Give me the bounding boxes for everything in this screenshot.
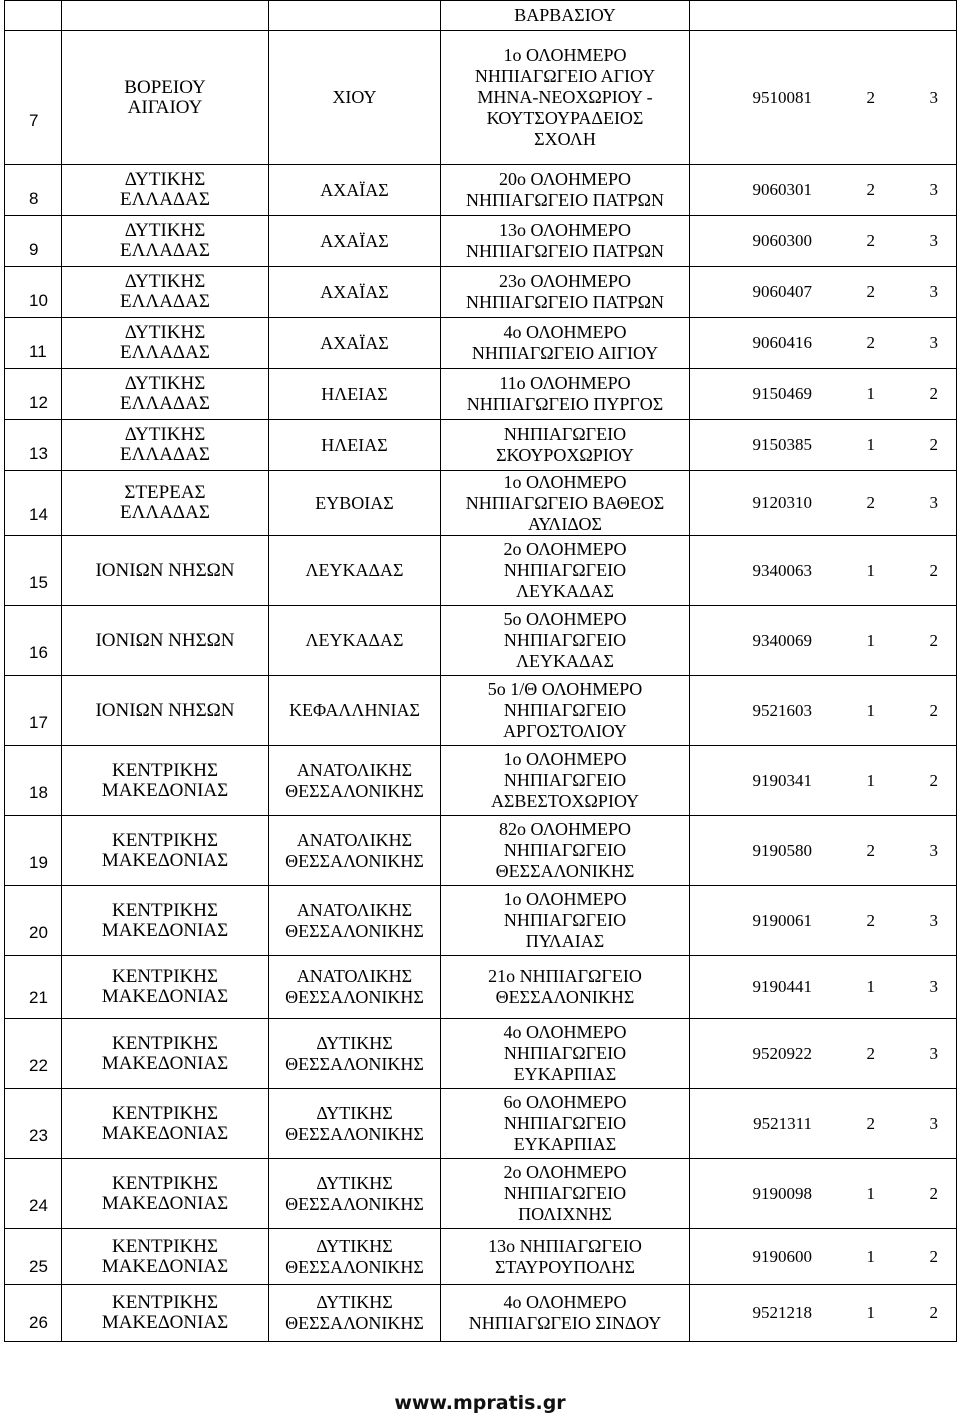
school-code: 9190580 [752,840,812,860]
row-number [5,318,62,369]
value-a: 1 [866,560,875,580]
school-cell: 1ο ΟΛΟΗΜΕΡΟ ΝΗΠΙΑΓΩΓΕΙΟ ΠΥΛΑΙΑΣ [441,886,690,956]
row-number-text: 21 [29,988,48,1007]
code-cell [690,956,957,1019]
code-cell [690,216,957,267]
school-cell: 21ο ΝΗΠΙΑΓΩΓΕΙΟ ΘΕΣΣΑΛΟΝΙΚΗΣ [441,956,690,1019]
region-cell: ΚΕΝΤΡΙΚΗΣ ΜΑΚΕΔΟΝΙΑΣ [62,816,269,886]
school-cell: 23ο ΟΛΟΗΜΕΡΟ ΝΗΠΙΑΓΩΓΕΙΟ ΠΑΤΡΩΝ [441,267,690,318]
row-number-text: 16 [29,643,48,662]
row-number-text: 14 [29,504,48,524]
row-number-text: 9 [29,240,39,259]
school-code: 9150385 [752,435,812,454]
prefecture-cell: ΛΕΥΚΑΔΑΣ [269,606,441,676]
row-number [5,676,62,746]
row-number [5,369,62,420]
region-cell: ΔΥΤΙΚΗΣ ΕΛΛΑΔΑΣ [62,165,269,216]
code-cell [690,1019,957,1089]
code-cell [690,420,957,471]
value-b: 2 [929,1246,938,1266]
prefecture-cell: ΗΛΕΙΑΣ [269,369,441,420]
prefecture-cell: ΕΥΒΟΙΑΣ [269,471,441,536]
value-b: 3 [929,1043,938,1063]
code-cell [690,816,957,886]
region-cell: ΙΟΝΙΩΝ ΝΗΣΩΝ [62,606,269,676]
row-number [5,536,62,606]
region-cell: ΒΟΡΕΙΟΥ ΑΙΓΑΙΟΥ [62,31,269,165]
prefecture-cell: ΚΕΦΑΛΛΗΝΙΑΣ [269,676,441,746]
header-continuation-row [5,1,957,31]
school-cell: ΝΗΠΙΑΓΩΓΕΙΟ ΣΚΟΥΡΟΧΩΡΙΟΥ [441,420,690,471]
school-cell: 4ο ΟΛΟΗΜΕΡΟ ΝΗΠΙΑΓΩΓΕΙΟ ΕΥΚΑΡΠΙΑΣ [441,1019,690,1089]
school-code: 9190098 [752,1183,812,1203]
code-cell [690,165,957,216]
table-row [5,746,957,816]
school-code: 9190341 [752,770,812,790]
value-a: 2 [866,493,875,512]
value-b: 2 [929,560,938,580]
region-cell: ΔΥΤΙΚΗΣ ΕΛΛΑΔΑΣ [62,369,269,420]
school-cell: 1ο ΟΛΟΗΜΕΡΟ ΝΗΠΙΑΓΩΓΕΙΟ ΑΓΙΟΥ ΜΗΝΑ-ΝΕΟΧΩΡΙΟΥ - ΚΟΥΤΣΟΥΡΑΔΕΙΟΣ ΣΧΟΛΗ [441,31,690,165]
value-a: 2 [866,1043,875,1063]
row-number-text: 12 [29,393,48,412]
value-b: 3 [929,180,938,199]
prefecture-cell: ΑΝΑΤΟΛΙΚΗΣ ΘΕΣΣΑΛΟΝΙΚΗΣ [269,956,441,1019]
value-a: 1 [866,630,875,650]
table-row [5,816,957,886]
school-code: 9190441 [752,977,812,996]
value-a: 2 [866,282,875,301]
school-cell: 11ο ΟΛΟΗΜΕΡΟ ΝΗΠΙΑΓΩΓΕΙΟ ΠΥΡΓΟΣ [441,369,690,420]
region-cell: ΔΥΤΙΚΗΣ ΕΛΛΑΔΑΣ [62,267,269,318]
value-a: 2 [866,180,875,199]
value-b: 2 [929,384,938,403]
row-number-text: 18 [29,783,48,802]
school-cell: 20ο ΟΛΟΗΜΕΡΟ ΝΗΠΙΑΓΩΓΕΙΟ ΠΑΤΡΩΝ [441,165,690,216]
code-cell [690,676,957,746]
school-cell: 13ο ΟΛΟΗΜΕΡΟ ΝΗΠΙΑΓΩΓΕΙΟ ΠΑΤΡΩΝ [441,216,690,267]
value-b: 2 [929,700,938,720]
school-code: 9340063 [752,560,812,580]
prefecture-cell: ΑΧΑΪΑΣ [269,318,441,369]
code-cell [690,606,957,676]
row-number-text: 7 [29,111,39,130]
row-number [5,1089,62,1159]
table-row [5,31,957,165]
school-code: 9060300 [752,231,812,250]
value-b: 3 [929,910,938,930]
row-number-text: 17 [29,713,48,732]
table-row [5,1285,957,1342]
table-row [5,956,957,1019]
school-code: 9521603 [752,700,812,720]
school-code: 9060416 [752,333,812,352]
school-code: 9190061 [752,910,812,930]
row-number [5,1285,62,1342]
school-code: 9120310 [752,493,812,512]
row-number [5,31,62,165]
region-cell: ΔΥΤΙΚΗΣ ΕΛΛΑΔΑΣ [62,318,269,369]
region-cell: ΚΕΝΤΡΙΚΗΣ ΜΑΚΕΔΟΝΙΑΣ [62,1159,269,1229]
row-number [5,956,62,1019]
row-number-text: 8 [29,189,39,208]
table-row [5,267,957,318]
code-cell [690,31,957,165]
row-number [5,1229,62,1285]
value-a: 2 [866,231,875,250]
value-a: 1 [866,977,875,996]
row-number [5,1159,62,1229]
prefecture-cell: ΑΧΑΪΑΣ [269,267,441,318]
school-cell: 5ο 1/Θ ΟΛΟΗΜΕΡΟ ΝΗΠΙΑΓΩΓΕΙΟ ΑΡΓΟΣΤΟΛΙΟΥ [441,676,690,746]
region-cell: ΚΕΝΤΡΙΚΗΣ ΜΑΚΕΔΟΝΙΑΣ [62,1019,269,1089]
row-number-text: 10 [29,291,48,310]
table-row [5,886,957,956]
code-cell [690,267,957,318]
row-number [5,886,62,956]
value-a: 1 [866,1246,875,1266]
code-cell [690,1285,957,1342]
school-code: 9520922 [752,1043,812,1063]
region-cell: ΔΥΤΙΚΗΣ ΕΛΛΑΔΑΣ [62,420,269,471]
table-row [5,676,957,746]
table-row [5,471,957,536]
table-row [5,165,957,216]
table-row [5,1089,957,1159]
table-row [5,1229,957,1285]
row-number [5,471,62,536]
region-cell: ΙΟΝΙΩΝ ΝΗΣΩΝ [62,676,269,746]
prefecture-cell: ΑΧΑΪΑΣ [269,165,441,216]
prefecture-cell: ΔΥΤΙΚΗΣ ΘΕΣΣΑΛΟΝΙΚΗΣ [269,1159,441,1229]
value-a: 2 [866,840,875,860]
table-row [5,1019,957,1089]
table-row [5,216,957,267]
prefecture-cell: ΔΥΤΙΚΗΣ ΘΕΣΣΑΛΟΝΙΚΗΣ [269,1285,441,1342]
value-b: 3 [929,1113,938,1133]
schools-table [4,0,957,1342]
footer-website: www.mpratis.gr [394,1392,566,1414]
value-a: 1 [866,384,875,403]
code-cell [690,369,957,420]
prefecture-cell: ΔΥΤΙΚΗΣ ΘΕΣΣΑΛΟΝΙΚΗΣ [269,1019,441,1089]
school-cell: 2ο ΟΛΟΗΜΕΡΟ ΝΗΠΙΑΓΩΓΕΙΟ ΛΕΥΚΑΔΑΣ [441,536,690,606]
value-b: 3 [929,840,938,860]
school-code: 9521218 [752,1303,812,1322]
region-cell: ΚΕΝΤΡΙΚΗΣ ΜΑΚΕΔΟΝΙΑΣ [62,1229,269,1285]
school-code: 9060407 [752,282,812,301]
school-cell: 1ο ΟΛΟΗΜΕΡΟ ΝΗΠΙΑΓΩΓΕΙΟ ΑΣΒΕΣΤΟΧΩΡΙΟΥ [441,746,690,816]
region-cell: ΚΕΝΤΡΙΚΗΣ ΜΑΚΕΔΟΝΙΑΣ [62,1089,269,1159]
value-b: 2 [929,770,938,790]
row-number-text: 23 [29,1126,48,1145]
value-a: 1 [866,1183,875,1203]
row-number [5,1019,62,1089]
prefecture-cell: ΧΙΟΥ [269,31,441,165]
row-number [5,420,62,471]
school-code: 9190600 [752,1246,812,1266]
row-number-text: 20 [29,923,48,942]
value-b: 2 [929,630,938,650]
row-number-text: 15 [29,573,48,592]
region-cell: ΚΕΝΤΡΙΚΗΣ ΜΑΚΕΔΟΝΙΑΣ [62,1285,269,1342]
row-number-text: 25 [29,1256,48,1276]
region-cell: ΚΕΝΤΡΙΚΗΣ ΜΑΚΕΔΟΝΙΑΣ [62,886,269,956]
value-b: 3 [929,282,938,301]
value-a: 2 [866,87,875,107]
region-cell: ΚΕΝΤΡΙΚΗΣ ΜΑΚΕΔΟΝΙΑΣ [62,956,269,1019]
region-cell: ΙΟΝΙΩΝ ΝΗΣΩΝ [62,536,269,606]
prefecture-cell: ΔΥΤΙΚΗΣ ΘΕΣΣΑΛΟΝΙΚΗΣ [269,1089,441,1159]
row-number-text: 13 [29,444,48,463]
code-cell [690,1229,957,1285]
school-cell: 2ο ΟΛΟΗΜΕΡΟ ΝΗΠΙΑΓΩΓΕΙΟ ΠΟΛΙΧΝΗΣ [441,1159,690,1229]
prefecture-cell: ΑΧΑΪΑΣ [269,216,441,267]
school-cell: 6ο ΟΛΟΗΜΕΡΟ ΝΗΠΙΑΓΩΓΕΙΟ ΕΥΚΑΡΠΙΑΣ [441,1089,690,1159]
prefecture-cell: ΑΝΑΤΟΛΙΚΗΣ ΘΕΣΣΑΛΟΝΙΚΗΣ [269,746,441,816]
value-a: 1 [866,700,875,720]
header-continuation-cell: ΒΑΡΒΑΣΙΟΥ [441,1,690,31]
prefecture-cell: ΗΛΕΙΑΣ [269,420,441,471]
code-cell [690,1159,957,1229]
row-number [5,746,62,816]
value-a: 2 [866,333,875,352]
code-cell [690,746,957,816]
table-row [5,369,957,420]
school-code: 9150469 [752,384,812,403]
table-row [5,606,957,676]
table-row [5,536,957,606]
value-b: 3 [929,977,938,996]
row-number [5,267,62,318]
region-cell: ΚΕΝΤΡΙΚΗΣ ΜΑΚΕΔΟΝΙΑΣ [62,746,269,816]
row-number [5,216,62,267]
row-number [5,816,62,886]
value-b: 3 [929,493,938,512]
value-a: 1 [866,1303,875,1322]
school-cell: 13ο ΝΗΠΙΑΓΩΓΕΙΟ ΣΤΑΥΡΟΥΠΟΛΗΣ [441,1229,690,1285]
value-b: 3 [929,87,938,107]
value-b: 2 [929,1303,938,1322]
region-cell: ΣΤΕΡΕΑΣ ΕΛΛΑΔΑΣ [62,471,269,536]
code-cell [690,471,957,536]
school-cell: 82ο ΟΛΟΗΜΕΡΟ ΝΗΠΙΑΓΩΓΕΙΟ ΘΕΣΣΑΛΟΝΙΚΗΣ [441,816,690,886]
value-b: 2 [929,1183,938,1203]
code-cell [690,886,957,956]
code-cell [690,1089,957,1159]
value-a: 2 [866,1113,875,1133]
row-number-text: 24 [29,1196,48,1215]
school-cell: 4ο ΟΛΟΗΜΕΡΟ ΝΗΠΙΑΓΩΓΕΙΟ ΑΙΓΙΟΥ [441,318,690,369]
value-a: 1 [866,435,875,454]
school-cell: 4ο ΟΛΟΗΜΕΡΟ ΝΗΠΙΑΓΩΓΕΙΟ ΣΙΝΔΟΥ [441,1285,690,1342]
table-row [5,318,957,369]
school-code: 9060301 [752,180,812,199]
prefecture-cell: ΑΝΑΤΟΛΙΚΗΣ ΘΕΣΣΑΛΟΝΙΚΗΣ [269,886,441,956]
row-number-text: 11 [29,342,47,361]
prefecture-cell: ΔΥΤΙΚΗΣ ΘΕΣΣΑΛΟΝΙΚΗΣ [269,1229,441,1285]
school-code: 9510081 [752,87,812,107]
value-a: 2 [866,910,875,930]
value-b: 3 [929,231,938,250]
row-number [5,165,62,216]
value-a: 1 [866,770,875,790]
table-row [5,420,957,471]
school-cell: 5ο ΟΛΟΗΜΕΡΟ ΝΗΠΙΑΓΩΓΕΙΟ ΛΕΥΚΑΔΑΣ [441,606,690,676]
school-cell: 1ο ΟΛΟΗΜΕΡΟ ΝΗΠΙΑΓΩΓΕΙΟ ΒΑΘΕΟΣ ΑΥΛΙΔΟΣ [441,471,690,536]
row-number-text: 22 [29,1056,48,1075]
row-number [5,606,62,676]
value-b: 2 [929,435,938,454]
school-code: 9340069 [752,630,812,650]
code-cell [690,536,957,606]
region-cell: ΔΥΤΙΚΗΣ ΕΛΛΑΔΑΣ [62,216,269,267]
prefecture-cell: ΑΝΑΤΟΛΙΚΗΣ ΘΕΣΣΑΛΟΝΙΚΗΣ [269,816,441,886]
row-number-text: 26 [29,1313,48,1332]
table-row [5,1159,957,1229]
school-code: 9521311 [753,1113,812,1133]
prefecture-cell: ΛΕΥΚΑΔΑΣ [269,536,441,606]
code-cell [690,318,957,369]
value-b: 3 [929,333,938,352]
row-number-text: 19 [29,853,48,872]
